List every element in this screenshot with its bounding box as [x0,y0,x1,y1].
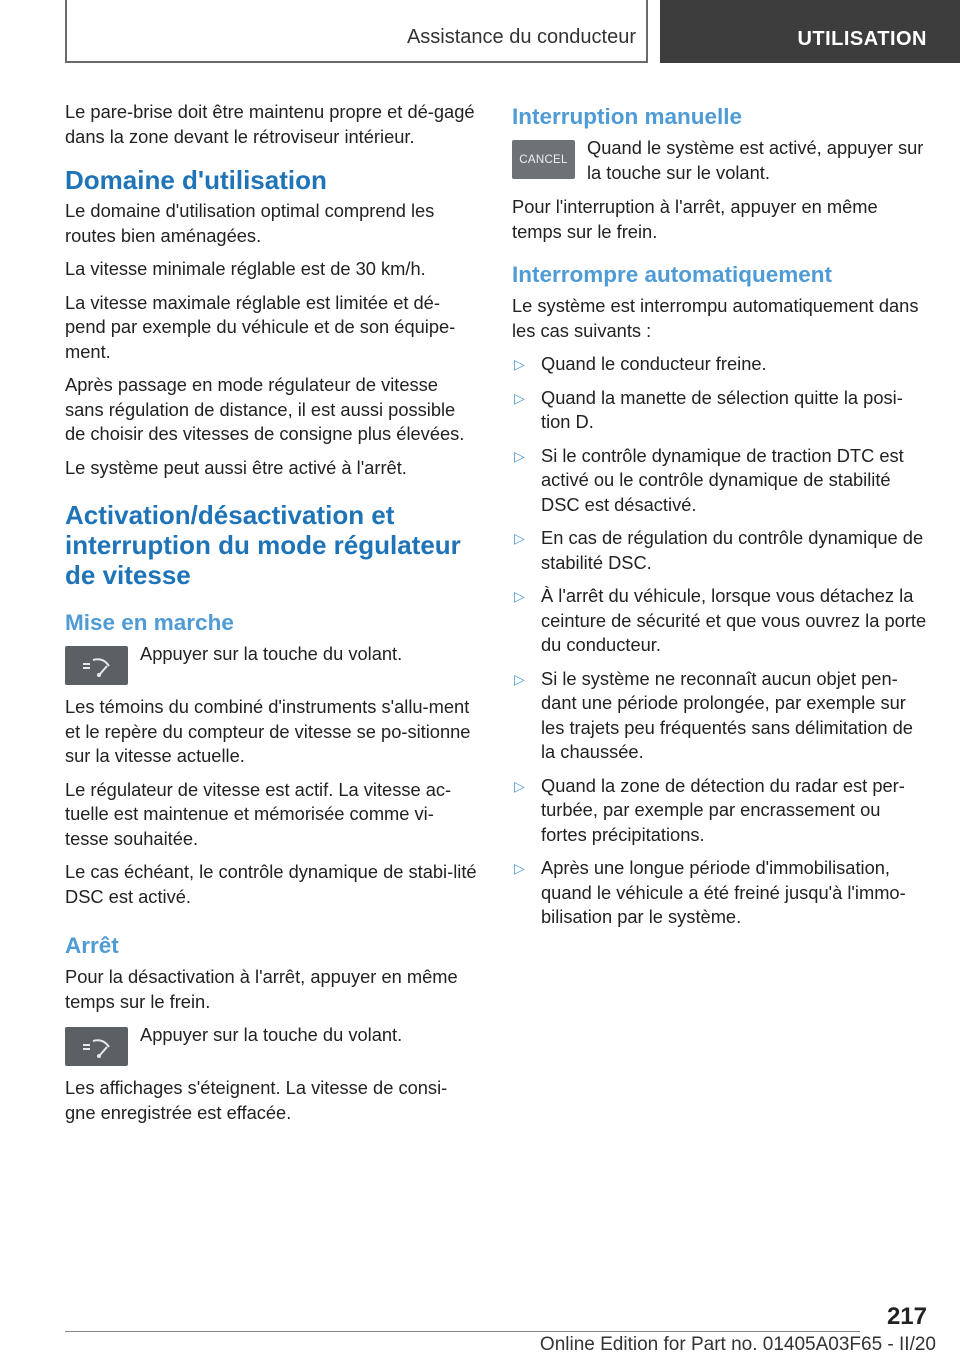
subheading-arret: Arrêt [65,933,119,958]
paragraph: La vitesse maximale réglable est limitée et dé-pend par exemple du véhicule et de son équipe-ment. [65,291,456,362]
list-item: ▷ En cas de régulation du contrôle dynamique de stabilité DSC. [514,527,924,573]
list-item: ▷ Quand la manette de sélection quitte la posi-tion D. [514,386,903,432]
header-chapter-title: UTILISATION [797,28,927,50]
triangle-bullet-icon: ▷ [514,389,525,406]
footer-divider [65,1331,860,1332]
list-item: ▷ Quand le conducteur freine. [512,352,930,377]
paragraph: La vitesse minimale réglable est de 30 km/h. [65,258,426,279]
icon-instruction [65,1023,477,1066]
conditions-list [512,352,930,930]
paragraph: Le domaine d'utilisation optimal comprend les routes bien aménagées. [65,200,435,246]
heading-domaine: Domaine d'utilisation [65,165,327,195]
right-column [512,100,930,939]
paragraph: Le système peut aussi être activé à l'arrêt. [65,456,407,478]
page-number: 217 [886,1303,927,1330]
cruise-control-button-icon [65,646,128,685]
triangle-bullet-icon: ▷ [514,530,525,546]
paragraph: Après passage en mode régulateur de vitesse sans régulation de distance, il est aussi possible de choisir des vitesses de consigne plus élevées. [65,374,465,444]
heading-activation: Activation/désactivation et interruption du mode régulateur de vitesse [65,500,461,590]
list-item: ▷ Si le contrôle dynamique de traction DTC est activé ou le contrôle dynamique de stabilité DSC est désactivé. [514,444,904,515]
subheading-interrompre-auto: Interrompre automatiquement [512,262,833,287]
paragraph: Pour l'interruption à l'arrêt, appuyer en même temps sur le frein. [512,196,878,242]
header-section-title: Assistance du conducteur [406,26,636,48]
cancel-button-label: CANCEL [519,153,568,166]
paragraph: Le régulateur de vitesse est actif. La vitesse ac-tuelle est maintenue et mémorisée comme vi-tesse souhaitée. [65,778,452,849]
icon-instruction-text: Appuyer sur la touche du volant. [140,1024,403,1045]
triangle-bullet-icon: ▷ [514,588,525,604]
triangle-bullet-icon: ▷ [514,777,525,794]
icon-instruction-text: Quand le système est activé, appuyer sur la touche sur le volant. [587,137,924,183]
icon-instruction-text: Appuyer sur la touche du volant. [140,643,403,664]
paragraph: Pour la désactivation à l'arrêt, appuyer en même temps sur le frein. [65,966,458,1012]
list-item: ▷ À l'arrêt du véhicule, lorsque vous détachez la ceinture de sécurité et que vous ouvrez la porte du conducteur. [514,585,927,655]
left-column [65,100,477,1134]
paragraph: Le système est interrompu automatiquement dans les cas suivants : [512,295,919,341]
triangle-bullet-icon: ▷ [514,860,525,876]
paragraph: Les affichages s'éteignent. La vitesse de consi-gne enregistrée est effacée. [65,1077,448,1123]
cancel-button-icon [512,140,575,179]
triangle-bullet-icon: ▷ [514,447,525,464]
header-chapter-tab [660,0,960,63]
intro-paragraph: Le pare-brise doit être maintenu propre et dé-gagé dans la zone devant le rétroviseur intérieur. [65,101,475,147]
subheading-mise-en-marche: Mise en marche [65,610,234,635]
header-section-box [65,0,648,63]
cruise-control-button-icon [65,1027,128,1066]
footer-edition: Online Edition for Part no. 01405A03F65 - II/20 [539,1334,936,1355]
list-item: ▷ Si le système ne reconnaît aucun objet pen-dant une période prolongée, par exemple sur les trajets peu fréquentés sans délimitation de la chaussée. [514,667,913,762]
triangle-bullet-icon: ▷ [514,356,525,372]
list-item: ▷ Après une longue période d'immobilisation, quand le véhicule a été freiné jusqu'à l'immo-bilisation par le système. [514,857,906,927]
icon-instruction [65,642,477,685]
subheading-interruption-manuelle: Interruption manuelle [512,104,743,129]
triangle-bullet-icon: ▷ [514,670,525,687]
paragraph: Les témoins du combiné d'instruments s'allu-ment et le repère du compteur de vitesse se po-sitionne sur la vitesse actuelle. [65,696,471,766]
icon-instruction [512,136,930,185]
paragraph: Le cas échéant, le contrôle dynamique de stabi-lité DSC est activé. [65,861,477,907]
list-item: ▷ Quand la zone de détection du radar est per-turbée, par exemple par encrassement ou fortes précipitations. [514,774,905,845]
